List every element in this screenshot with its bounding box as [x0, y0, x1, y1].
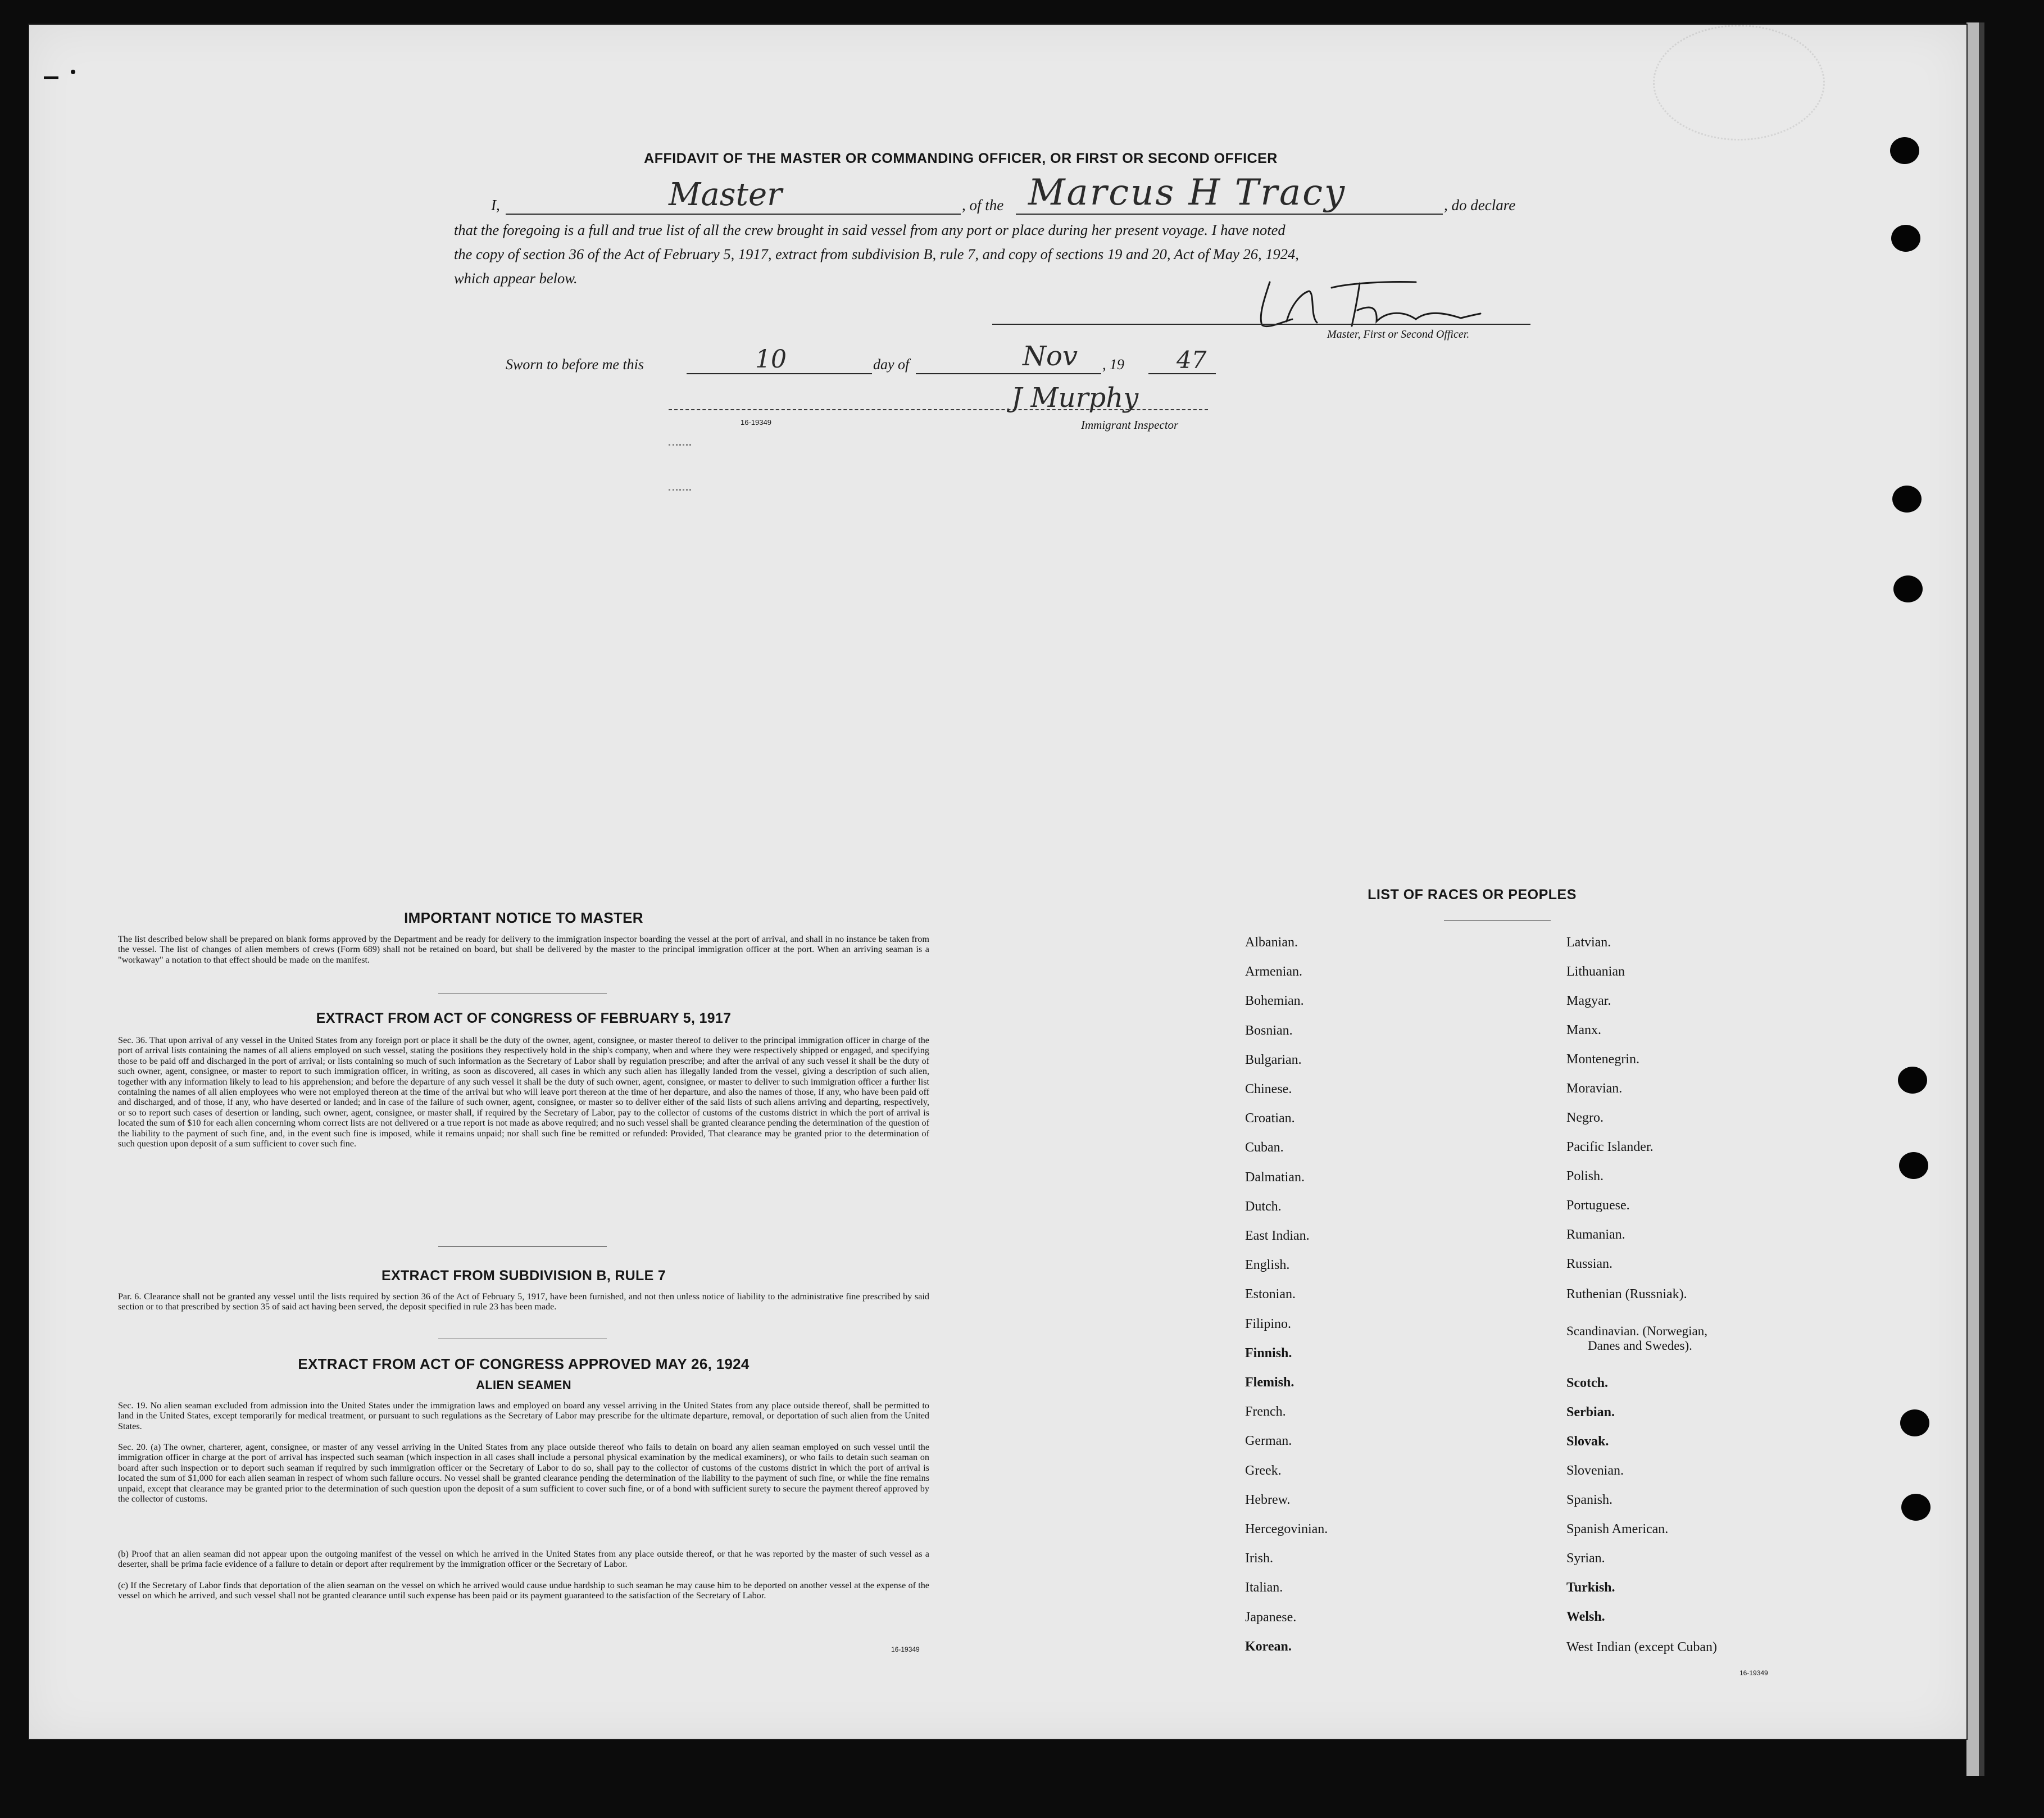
race-item: Turkish.: [1566, 1580, 1615, 1595]
inspector-signature: J Murphy: [1011, 382, 1139, 414]
race-item: East Indian.: [1245, 1228, 1310, 1243]
sec19-text: Sec. 19. No alien seaman excluded from admission into the United States under the immigration laws and employed on board any vessel arriving in the United States from any place outside thereof, shall be permitted to land in the United States, except temporarily for medical treatment, or pursuant to such regulations as the Secretary of Labor may prescribe for the ultimate departure, removal, or deportation of such alien from the United States.: [118, 1400, 929, 1431]
extract-form-number: 16-19349: [891, 1645, 920, 1653]
extract-1924-title: EXTRACT FROM ACT OF CONGRESS APPROVED MAY 26, 1924: [298, 1355, 750, 1372]
signature-caption: Master, First or Second Officer.: [1327, 328, 1470, 341]
divider: [438, 1246, 607, 1247]
punch-hole: [1900, 1409, 1929, 1436]
punch-hole: [1893, 575, 1923, 602]
race-item: French.: [1245, 1404, 1286, 1420]
race-item: Rumanian.: [1566, 1227, 1625, 1242]
extract-1924-subtitle: ALIEN SEAMEN: [476, 1378, 571, 1392]
race-item: Filipino.: [1245, 1316, 1292, 1331]
race-item: Polish.: [1566, 1169, 1604, 1184]
race-item: Irish.: [1245, 1551, 1273, 1566]
rank-fill-line: [506, 214, 961, 215]
vessel-fill-line: [1016, 214, 1443, 215]
races-form-number: 16-19349: [1739, 1669, 1768, 1677]
sec20c-text: (c) If the Secretary of Labor finds that deportation of the alien seaman on the vessel on which he arrived would cause undue hardship to such seaman he may cause him to be deported on another vessel at the expense of the vessel on which he arrived, and such vessel shall not be granted clearance until such expense has been paid or its payment guaranteed to the satisfaction of the Secretary of Labor.: [118, 1580, 929, 1601]
race-item: Welsh.: [1566, 1610, 1605, 1624]
race-item: English.: [1245, 1258, 1290, 1273]
race-item: Japanese.: [1245, 1610, 1297, 1625]
affidavit-prefix: I,: [491, 197, 500, 214]
punch-hole: [1899, 1152, 1928, 1179]
affidavit-line-4: which appear below.: [454, 270, 578, 287]
affidavit-form-number: 16-19349: [741, 418, 771, 427]
race-item: Negro.: [1566, 1110, 1604, 1125]
extract-rule7-title: EXTRACT FROM SUBDIVISION B, RULE 7: [381, 1268, 666, 1284]
year-prefix: , 19: [1102, 356, 1124, 373]
inspector-caption: Immigrant Inspector: [1081, 418, 1179, 432]
punch-hole: [1892, 486, 1922, 513]
race-item: Scotch.: [1566, 1376, 1608, 1390]
race-item: Manx.: [1566, 1023, 1601, 1037]
signature-line: [992, 324, 1530, 325]
sec20a-text: Sec. 20. (a) The owner, charterer, agent, consignee, or master of any vessel arriving in the United States from any place outside thereof who fails to detain on board any alien seaman employed on such vessel until the immigration officer in charge at the port of arrival has inspected such seaman (which inspection in all cases shall include a personal physical examination by the medical examiners), or who fails to detain such seaman on board after such inspection or to deport such seaman if required by such immigration officer or the Secretary of Labor to do so, shall pay to the collector of customs of the customs district in which the port of arrival is located the sum of $1,000 for each alien seaman in respect of whom such failure occurs. No vessel shall be granted clearance pending the determination of the liability to the payment of such fine, or while the fine remains unpaid, except that clearance may be granted prior to the determination of such question upon the deposit of a sum sufficient to cover such fine, or of a bond with sufficient surety to secure the payment thereof approved by the collector of customs.: [118, 1442, 929, 1504]
race-item: Magyar.: [1566, 994, 1611, 1008]
race-item: Dutch.: [1245, 1199, 1282, 1214]
affidavit-line-2: that the foregoing is a full and true list of all the crew brought in said vessel from any port or place during her present voyage. I have noted: [454, 221, 1286, 238]
sworn-day-handwritten: 10: [755, 345, 787, 374]
affidavit-title: AFFIDAVIT OF THE MASTER OR COMMANDING OFFICER, OR FIRST OR SECOND OFFICER: [644, 151, 1278, 166]
race-item: Danes and Swedes).: [1588, 1339, 1692, 1353]
race-item: Russian.: [1566, 1257, 1613, 1271]
extract-1917-text: Sec. 36. That upon arrival of any vessel in the United States from any foreign port or place it shall be the duty of the owner, agent, consignee, or master thereof to deliver to the principal immigration officer in charge of the port of arrival lists containing the names of all aliens employed on such vessel, stating the positions they respectively hold in the ship's company, when and where they were respectively shipped or engaged, and specifying those to be paid off and discharged in the port of arrival; or lists containing so much of such information as the Secretary of Labor shall by regulation prescribe; and after the arrival of any such vessel it shall be the duty of such owner, agent, consignee, or master to report to such immigration officer, in writing, as soon as discovered, all cases in which any such alien has illegally landed from the vessel, giving a description of such alien, together with any information likely to lead to his apprehension; and before the departure of any such vessel it shall be the duty of such owner, agent, consignee, or master to deliver to such immigration officer a further list containing the names of all alien employees who were not employed thereon at the time of the arrival but who will leave port thereon at the time of her departure, and also the names of those, if any, who have been paid off and discharged, and of those, if any, who have deserted or landed; and in case of the failure of such owner, agent, consignee, or master so to deliver either of the said lists of such aliens arriving and departing, respectively, or so to report such cases of desertion or landing, such owner, agent, consignee, or master shall, if required by the Secretary of Labor, pay to the collector of customs of the customs district in which the port of arrival is located the sum of $10 for each alien concerning whom correct lists are not delivered or a true report is not made as above required; and no such vessel shall be granted clearance pending the determination of the question of the liability to the payment of such fine, and, in the event such fine is imposed, while it remains unpaid; nor shall such fine be remitted or refunded: Provided, That clearance may be granted prior to the determination of such question upon deposit of a sum sufficient to cover such fine.: [118, 1035, 929, 1149]
race-item: Spanish American.: [1566, 1522, 1669, 1536]
paper-edge: [1966, 22, 1979, 1776]
paper-edge-shadow: [1979, 22, 1984, 1776]
year-line: [1148, 373, 1216, 374]
race-item: Armenian.: [1245, 964, 1302, 980]
race-item: Flemish.: [1245, 1375, 1294, 1390]
race-item: Bosnian.: [1245, 1023, 1293, 1038]
rank-handwritten: Master: [669, 176, 782, 213]
race-item: Lithuanian: [1566, 964, 1625, 979]
punch-hole: [1890, 137, 1919, 164]
sworn-month-line: [916, 373, 1101, 374]
race-item: Albanian.: [1245, 935, 1298, 950]
punch-hole: [1898, 1067, 1927, 1094]
faint-mark: [669, 444, 691, 446]
embossed-seal: [1653, 25, 1825, 140]
faint-mark: [669, 489, 691, 491]
race-item: Italian.: [1245, 1580, 1283, 1595]
race-item: Hercegovinian.: [1245, 1522, 1328, 1536]
year-handwritten: 47: [1177, 346, 1207, 374]
race-item: Dalmatian.: [1245, 1169, 1305, 1185]
race-item: Pacific Islander.: [1566, 1140, 1654, 1154]
race-item: West Indian (except Cuban): [1566, 1640, 1717, 1654]
punch-hole: [1901, 1494, 1931, 1521]
race-item: Greek.: [1245, 1463, 1282, 1478]
day-of-label: day of: [873, 356, 910, 373]
punch-hole: [1891, 225, 1920, 252]
race-item: Ruthenian (Russniak).: [1566, 1287, 1687, 1302]
sworn-prefix: Sworn to before me this: [506, 356, 644, 373]
race-item: Bohemian.: [1245, 994, 1304, 1009]
extract-1917-title: EXTRACT FROM ACT OF CONGRESS OF FEBRUARY 5, 1917: [316, 1010, 732, 1026]
sworn-month-handwritten: Nov: [1023, 341, 1078, 372]
vessel-handwritten: Marcus H Tracy: [1028, 172, 1347, 214]
race-item: Hebrew.: [1245, 1492, 1291, 1507]
scratch-mark: [44, 76, 58, 79]
race-item: Korean.: [1245, 1639, 1292, 1654]
scratch-mark: [71, 70, 75, 74]
race-item: Montenegrin.: [1566, 1052, 1639, 1067]
race-item: German.: [1245, 1434, 1292, 1449]
race-item: Latvian.: [1566, 935, 1611, 950]
races-title: LIST OF RACES OR PEOPLES: [1368, 887, 1577, 903]
race-item: Chinese.: [1245, 1082, 1292, 1096]
race-item: Estonian.: [1245, 1287, 1296, 1302]
notice-text: The list described below shall be prepared on blank forms approved by the Department and be ready for delivery to the immigration inspector boarding the vessel at the port of arrival, and shall in no instance be taken from the vessel. The list of changes of alien members of crews (Form 689) shall not be retained on board, but shall be delivered by the master to the principal immigration officer at the port. When an arriving seaman is a "workaway" a notation to that effect should be made on the manifest.: [118, 934, 929, 965]
race-item: Scandinavian. (Norwegian,: [1566, 1324, 1708, 1338]
do-declare-label: , do declare: [1444, 197, 1516, 214]
affidavit-line-3: the copy of section 36 of the Act of February 5, 1917, extract from subdivision B, rule 7, and copy of sections 19 and 20, Act of May 26, 1924,: [454, 246, 1299, 262]
of-the-label: , of the: [962, 197, 1004, 214]
sec20b-text: (b) Proof that an alien seaman did not appear upon the outgoing manifest of the vessel on which he arrived in the United States from any place outside thereof, or that he was reported by the master of such vessel as a deserter, shall be prima facie evidence of a failure to detain or deport after requirement by the immigration officer or the Secretary of Labor.: [118, 1549, 929, 1570]
race-item: Portuguese.: [1566, 1198, 1630, 1213]
race-item: Slovak.: [1566, 1434, 1609, 1449]
race-item: Syrian.: [1566, 1551, 1605, 1566]
race-item: Croatian.: [1245, 1111, 1295, 1126]
notice-title: IMPORTANT NOTICE TO MASTER: [404, 909, 643, 926]
race-item: Cuban.: [1245, 1140, 1284, 1155]
race-item: Slovenian.: [1566, 1463, 1624, 1478]
extract-rule7-text: Par. 6. Clearance shall not be granted any vessel until the lists required by section 36 of the Act of February 5, 1917, have been furnished, and not then unless notice of liability to the administrative fine prescribed by said section or to that prescribed by section 35 of said act having been served, the deposit specified in rule 23 has been made.: [118, 1291, 929, 1312]
race-item: Serbian.: [1566, 1405, 1615, 1420]
race-item: Finnish.: [1245, 1345, 1292, 1361]
race-item: Spanish.: [1566, 1493, 1613, 1507]
race-item: Moravian.: [1566, 1081, 1623, 1096]
race-item: Bulgarian.: [1245, 1052, 1302, 1067]
